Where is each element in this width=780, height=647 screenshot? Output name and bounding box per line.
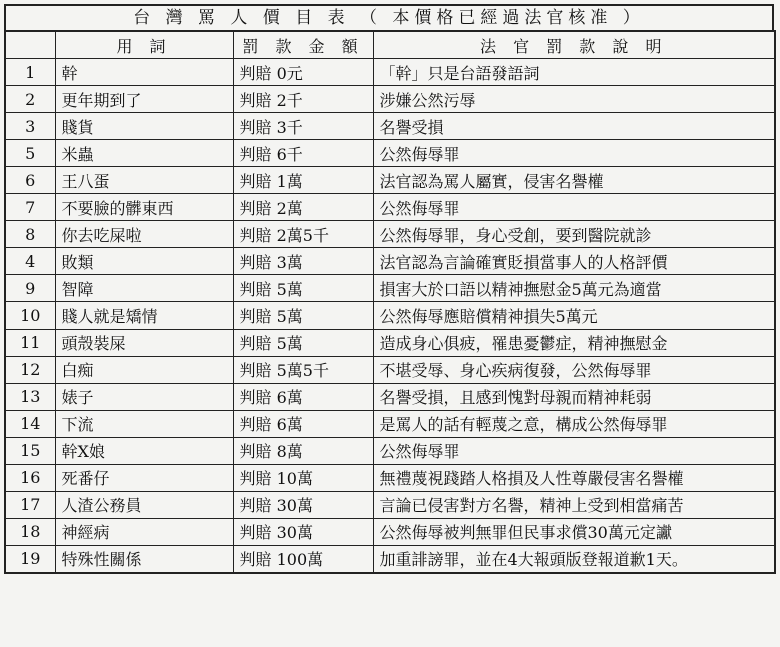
- row-number: 9: [5, 275, 55, 302]
- row-fine: 判賠 0元: [233, 59, 373, 86]
- table-row: [5, 329, 775, 356]
- row-number: 7: [5, 194, 55, 221]
- row-description: 法官認為言論確實貶損當事人的人格評價: [373, 248, 775, 275]
- row-description: 公然侮辱罪: [373, 140, 775, 167]
- row-fine: 判賠 3千: [233, 113, 373, 140]
- row-term: 下流: [55, 410, 233, 437]
- row-number: 17: [5, 491, 55, 518]
- row-term: 智障: [55, 275, 233, 302]
- row-description: 不堪受辱、身心疾病復發，公然侮辱罪: [373, 356, 775, 383]
- row-term: 特殊性關係: [55, 545, 233, 573]
- table-row: [5, 437, 775, 464]
- table-row: [5, 113, 775, 140]
- table-row: [5, 410, 775, 437]
- header-num: [5, 31, 55, 59]
- row-fine: 判賠 3萬: [233, 248, 373, 275]
- table-row: [5, 518, 775, 545]
- row-term: 神經病: [55, 518, 233, 545]
- row-number: 6: [5, 167, 55, 194]
- row-number: 2: [5, 86, 55, 113]
- table-row: [5, 194, 775, 221]
- row-description: 公然侮辱被判無罪但民事求償30萬元定讞: [373, 518, 775, 545]
- row-description: 言論已侵害對方名譽，精神上受到相當痛苦: [373, 491, 775, 518]
- row-description: 公然侮辱罪: [373, 194, 775, 221]
- row-number: 10: [5, 302, 55, 329]
- row-description: 涉嫌公然污辱: [373, 86, 775, 113]
- row-term: 你去吃屎啦: [55, 221, 233, 248]
- row-description: 法官認為罵人屬實，侵害名譽權: [373, 167, 775, 194]
- row-description: 公然侮辱罪，身心受創，要到醫院就診: [373, 221, 775, 248]
- row-description: 「幹」只是台語發語詞: [373, 59, 775, 86]
- row-fine: 判賠 8萬: [233, 437, 373, 464]
- row-number: 3: [5, 113, 55, 140]
- row-term: 不要臉的髒東西: [55, 194, 233, 221]
- row-term: 王八蛋: [55, 167, 233, 194]
- row-term: 人渣公務員: [55, 491, 233, 518]
- price-table-sheet: [4, 4, 774, 574]
- row-fine: 判賠 2千: [233, 86, 373, 113]
- row-fine: 判賠 5萬5千: [233, 356, 373, 383]
- table-row: [5, 140, 775, 167]
- table-row: [5, 491, 775, 518]
- row-number: 15: [5, 437, 55, 464]
- row-number: 4: [5, 248, 55, 275]
- table-row: [5, 275, 775, 302]
- row-number: 11: [5, 329, 55, 356]
- row-term: 頭殼裝屎: [55, 329, 233, 356]
- row-fine: 判賠 6萬: [233, 410, 373, 437]
- row-description: 公然侮辱罪: [373, 437, 775, 464]
- row-term: 死番仔: [55, 464, 233, 491]
- row-fine: 判賠 5萬: [233, 302, 373, 329]
- row-description: 加重誹謗罪，並在4大報頭版登報道歉1天。: [373, 545, 775, 573]
- table-row: [5, 545, 775, 573]
- row-fine: 判賠 2萬: [233, 194, 373, 221]
- row-description: 損害大於口語以精神撫慰金5萬元為適當: [373, 275, 775, 302]
- row-number: 12: [5, 356, 55, 383]
- table-title: 台 灣 罵 人 價 目 表 （ 本價格已經過法官核准 ）: [4, 4, 774, 30]
- row-term: 敗類: [55, 248, 233, 275]
- price-table: [4, 30, 776, 574]
- header-fine: 罰 款 金 額: [233, 31, 373, 59]
- table-row: [5, 167, 775, 194]
- row-fine: 判賠 1萬: [233, 167, 373, 194]
- table-row: [5, 464, 775, 491]
- row-term: 米蟲: [55, 140, 233, 167]
- table-row: [5, 86, 775, 113]
- row-term: 更年期到了: [55, 86, 233, 113]
- table-row: [5, 356, 775, 383]
- header-row: [5, 31, 775, 59]
- row-number: 5: [5, 140, 55, 167]
- row-term: 婊子: [55, 383, 233, 410]
- row-fine: 判賠 5萬: [233, 329, 373, 356]
- row-number: 18: [5, 518, 55, 545]
- row-fine: 判賠 30萬: [233, 491, 373, 518]
- row-number: 14: [5, 410, 55, 437]
- row-description: 造成身心俱疲，罹患憂鬱症，精神撫慰金: [373, 329, 775, 356]
- row-description: 名譽受損: [373, 113, 775, 140]
- row-term: 賤人就是矯情: [55, 302, 233, 329]
- table-row: [5, 302, 775, 329]
- row-description: 是罵人的話有輕蔑之意，構成公然侮辱罪: [373, 410, 775, 437]
- row-term: 幹X娘: [55, 437, 233, 464]
- table-row: [5, 59, 775, 86]
- row-number: 16: [5, 464, 55, 491]
- row-description: 公然侮辱應賠償精神損失5萬元: [373, 302, 775, 329]
- row-fine: 判賠 5萬: [233, 275, 373, 302]
- row-fine: 判賠 30萬: [233, 518, 373, 545]
- row-fine: 判賠 10萬: [233, 464, 373, 491]
- header-word: 用 詞: [55, 31, 233, 59]
- row-description: 名譽受損，且感到愧對母親而精神耗弱: [373, 383, 775, 410]
- row-term: 白痴: [55, 356, 233, 383]
- row-number: 1: [5, 59, 55, 86]
- row-term: 幹: [55, 59, 233, 86]
- row-number: 13: [5, 383, 55, 410]
- row-fine: 判賠 6千: [233, 140, 373, 167]
- row-fine: 判賠 100萬: [233, 545, 373, 573]
- table-row: [5, 383, 775, 410]
- row-fine: 判賠 6萬: [233, 383, 373, 410]
- table-row: [5, 221, 775, 248]
- row-number: 19: [5, 545, 55, 573]
- row-number: 8: [5, 221, 55, 248]
- row-term: 賤貨: [55, 113, 233, 140]
- row-fine: 判賠 2萬5千: [233, 221, 373, 248]
- table-row: [5, 248, 775, 275]
- header-desc: 法 官 罰 款 說 明: [373, 31, 775, 59]
- row-description: 無禮蔑視踐踏人格損及人性尊嚴侵害名譽權: [373, 464, 775, 491]
